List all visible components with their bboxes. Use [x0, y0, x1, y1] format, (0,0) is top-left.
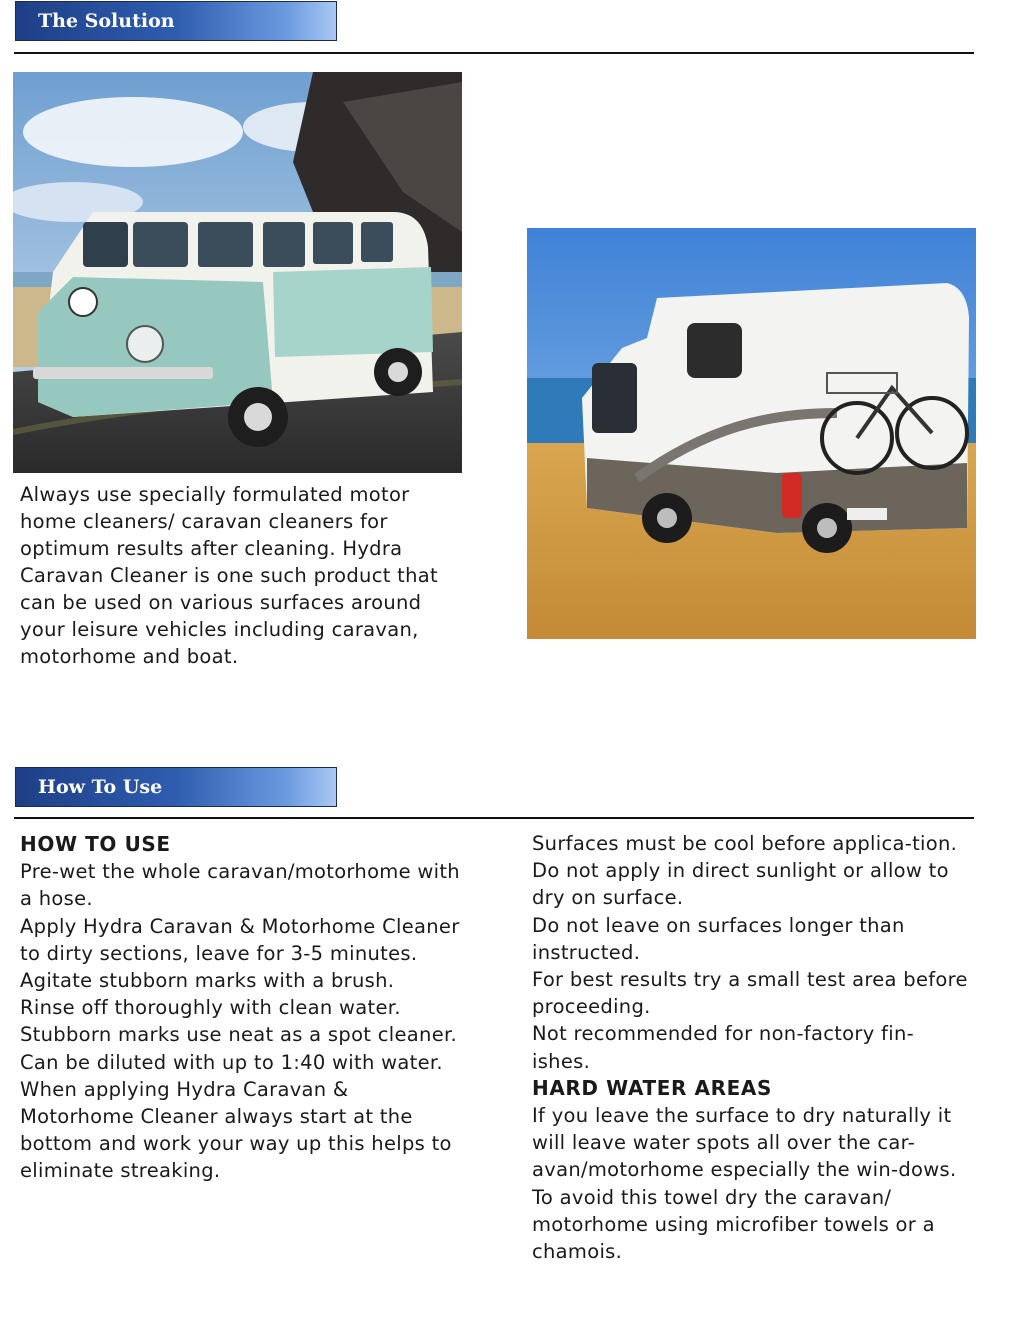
- instruction-item: If you leave the surface to dry naturally it will leave water spots all over the car-avan/motorhome especially the win-dows.: [532, 1104, 957, 1182]
- instruction-item: Surfaces must be cool before applica-tion.: [532, 832, 958, 855]
- section-tab-how-to-use: How To Use: [15, 767, 337, 807]
- instruction-item: For best results try a small test area before proceeding.: [532, 968, 968, 1019]
- instruction-item: Stubborn marks use neat as a spot cleaner.: [20, 1023, 458, 1047]
- how-to-use-left-column: [20, 831, 465, 1185]
- instruction-item: Can be diluted with up to 1:40 with water.: [20, 1050, 443, 1074]
- instruction-item: When applying Hydra Caravan & Motorhome Cleaner always start at the bottom and work your way up this helps to eliminate streaking.: [20, 1077, 452, 1183]
- section-tab-the-solution: The Solution: [15, 1, 337, 41]
- solution-paragraph: Always use specially formulated motor home cleaners/ caravan cleaners for optimum results after cleaning. Hydra Caravan Cleaner is one such product that can be used on various surfaces around your leisure vehicles including caravan, motorhome and boat.: [20, 483, 438, 668]
- instruction-item: Agitate stubborn marks with a brush.: [20, 969, 395, 993]
- motorhome-photo: [527, 228, 976, 639]
- instruction-item: Pre-wet the whole caravan/motorhome with a hose.: [20, 860, 460, 911]
- section-heading: HARD WATER AREAS: [532, 1075, 772, 1100]
- instruction-item: Rinse off thoroughly with clean water.: [20, 996, 401, 1020]
- instruction-item: Do not apply in direct sunlight or allow to dry on surface.: [532, 859, 949, 910]
- how-to-use-right-column: [532, 830, 972, 1265]
- campervan-photo: [13, 72, 462, 473]
- instruction-item: Not recommended for non-factory fin-ishes.: [532, 1022, 914, 1073]
- section-heading: HOW TO USE: [20, 832, 171, 856]
- instruction-item: Apply Hydra Caravan & Motorhome Cleaner to dirty sections, leave for 3-5 minutes.: [20, 914, 460, 965]
- section-rule: [14, 817, 974, 819]
- instruction-item: Do not leave on surfaces longer than instructed.: [532, 913, 905, 964]
- instruction-item: To avoid this towel dry the caravan/ motorhome using microfiber towels or a chamois.: [532, 1185, 935, 1264]
- section-rule: [14, 52, 974, 54]
